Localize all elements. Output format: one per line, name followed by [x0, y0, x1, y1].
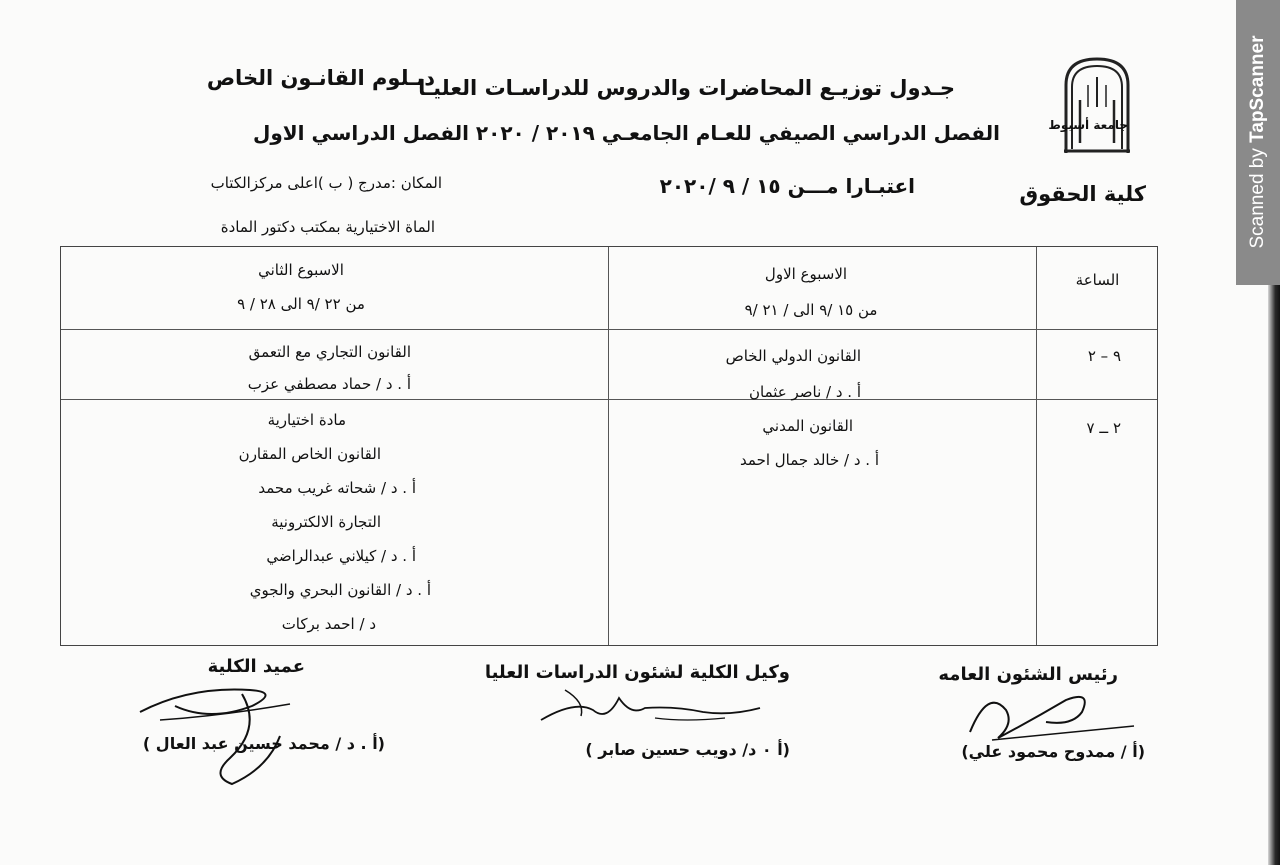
row1-week1-instructor: أ . د / ناصر عثمان	[748, 383, 861, 401]
university-name: جامعة أسيوط	[1048, 118, 1128, 132]
row2-week2-line: أ . د / القانون البحري والجوي	[249, 581, 431, 599]
header-week2-range: من ٢٢ /٩ الى ٢٨ / ٩	[237, 295, 365, 313]
vice-dean-title: وكيل الكلية لشئون الدراسات العليا	[484, 662, 790, 683]
row-divider	[61, 329, 1157, 330]
tapscanner-watermark	[1236, 0, 1280, 285]
schedule-title: جـدول توزيـع المحاضرات والدروس للدراسـات العليـا	[418, 76, 955, 100]
column-divider	[608, 247, 609, 645]
university-logo-icon	[1048, 55, 1136, 155]
public-affairs-head-name: (أ / ممدوح محمود علي)	[961, 742, 1145, 761]
column-divider	[1036, 247, 1037, 645]
row2-week2-line: د / احمد بركات	[281, 615, 376, 633]
row2-week2-line: أ . د / كيلاني عبدالراضي	[266, 547, 416, 565]
header-week1-title: الاسبوع الاول	[764, 265, 848, 283]
faculty-name: كلية الحقوق	[1019, 182, 1146, 206]
header-time: الساعة	[1075, 271, 1120, 289]
row1-week1-course: القانون الدولي الخاص	[725, 347, 861, 365]
row-divider	[61, 399, 1157, 400]
schedule-table	[60, 246, 1158, 646]
row2-week1-instructor: أ . د / خالد جمال احمد	[740, 451, 879, 469]
dean-signature	[130, 676, 300, 791]
row2-time: ٢ ــ ٧	[1086, 419, 1121, 437]
semester-line: الفصل الدراسي الصيفي للعـام الجامعـي ٢٠١٩ / ٢٠٢٠ الفصل الدراسي الاول	[252, 121, 1000, 145]
watermark-brand: TapScanner	[1247, 35, 1268, 143]
row2-week2-line: مادة اختيارية	[267, 411, 346, 429]
location-line: المكان :مدرج ( ب )اعلى مركزالكتاب	[210, 174, 442, 192]
row1-week2-course: القانون التجاري مع التعمق	[248, 343, 411, 361]
vice-dean-name: (أ ٠ د/ دويب حسين صابر )	[585, 740, 790, 759]
watermark-text	[1247, 36, 1269, 249]
dean-title: عميد الكلية	[207, 656, 305, 677]
watermark-prefix: Scanned by	[1247, 142, 1268, 249]
row1-week2-instructor: أ . د / حماد مصطفي عزب	[247, 375, 411, 393]
row2-week2-line: القانون الخاص المقارن	[238, 445, 381, 463]
program-name: دبـلوم القانـون الخاص	[206, 66, 435, 90]
vice-dean-signature	[535, 682, 790, 732]
header-week2-title: الاسبوع الثاني	[258, 261, 344, 279]
row1-time: ٩ – ٢	[1087, 347, 1121, 365]
row2-week1-course: القانون المدني	[762, 417, 853, 435]
public-affairs-head-signature	[962, 680, 1142, 750]
dean-name: (أ . د / محمد حسين عبد العال )	[142, 734, 385, 753]
public-affairs-head-title: رئيس الشئون العامه	[938, 664, 1118, 685]
row2-week2-line: أ . د / شحاته غريب محمد	[258, 479, 416, 497]
elective-note: الماة الاختيارية بمكتب دكتور المادة	[220, 218, 435, 236]
header-week1-range: من ١٥ /٩ الى / ٢١ /٩	[744, 301, 878, 319]
start-date: اعتبـارا مـــن ١٥ / ٩ /٢٠٢٠	[659, 174, 915, 198]
row2-week2-line: التجارة الالكترونية	[271, 513, 381, 531]
